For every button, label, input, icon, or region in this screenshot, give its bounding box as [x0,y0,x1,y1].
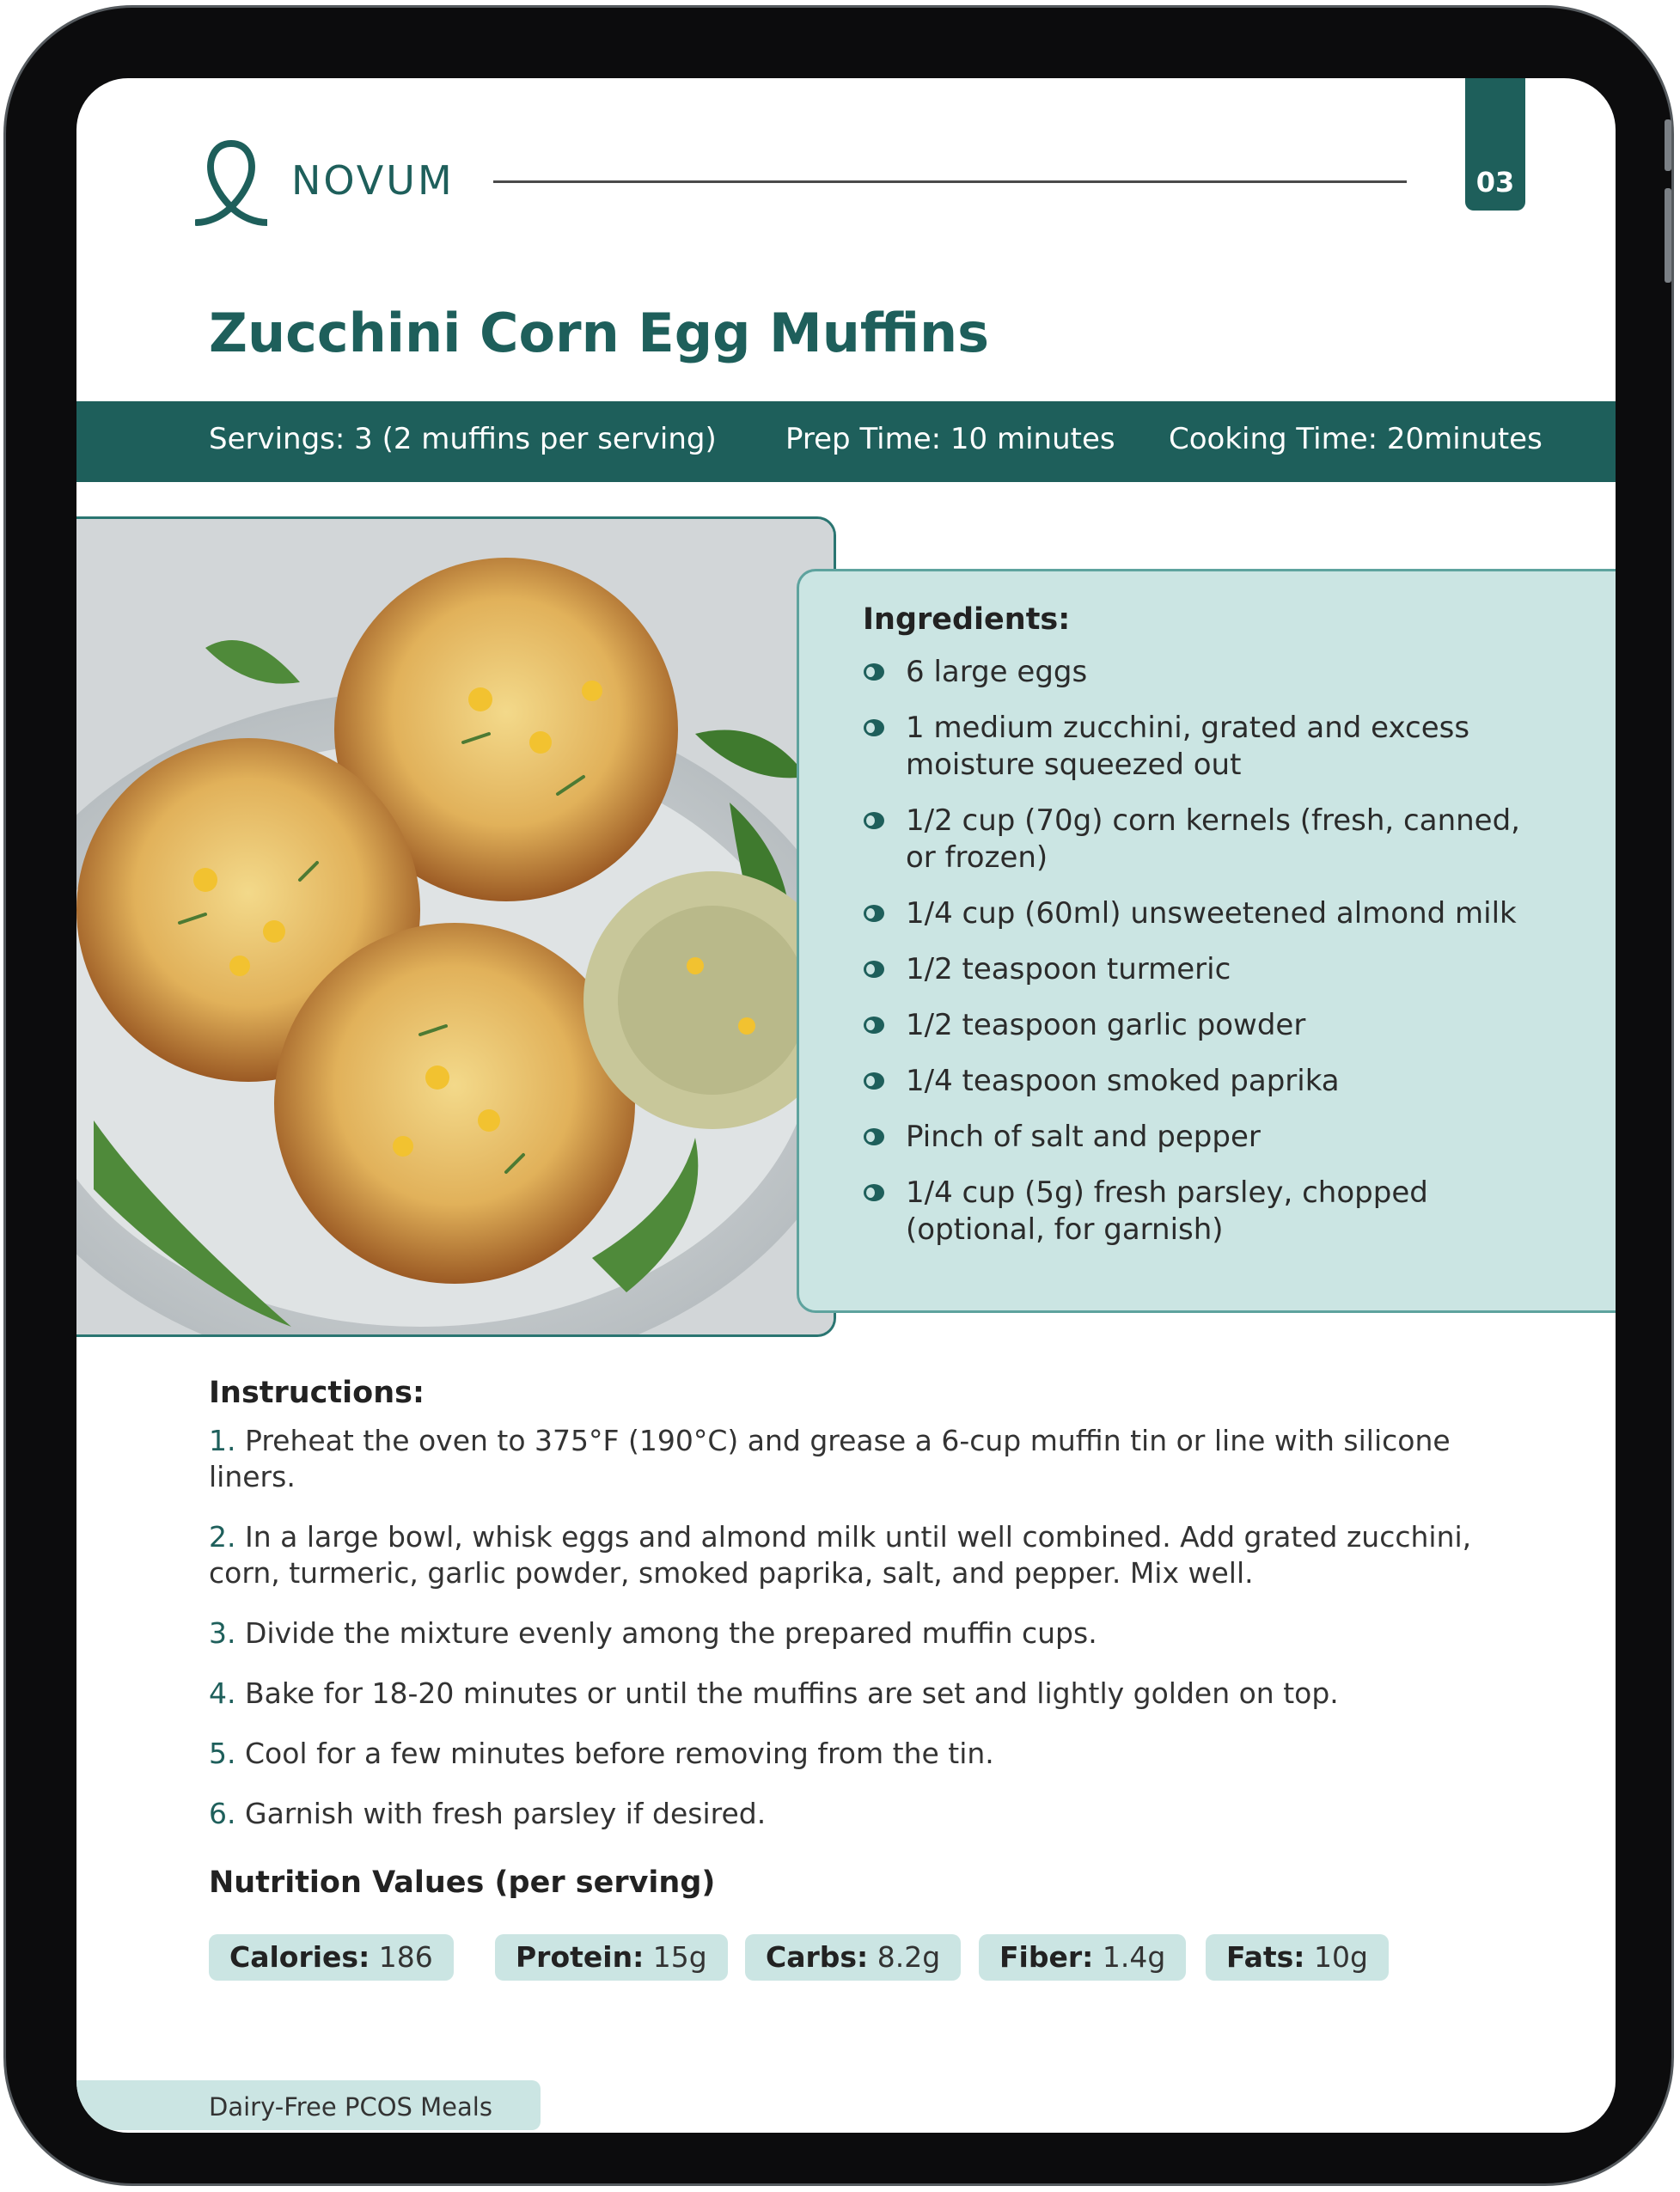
footer-category-tab [76,2080,541,2130]
ingredient-text: 1/4 teaspoon smoked paprika [906,1064,1340,1098]
ingredient-text: 1/2 teaspoon garlic powder [906,1008,1306,1042]
instruction-step [209,1519,1498,1591]
ingredient-text: 1/4 cup (5g) fresh parsley, chopped (optional, for garnish) [906,1175,1428,1247]
ingredients-panel [797,569,1616,1313]
instruction-step [209,1676,1498,1712]
nutrition-label: Protein: [516,1940,645,1974]
recipe-photo [76,516,836,1337]
step-number: 2. [209,1520,236,1554]
ingredient-text: 1/2 teaspoon turmeric [906,952,1231,986]
nutrition-fiber [979,1934,1186,1981]
tablet-screen [76,78,1616,2133]
step-text: Bake for 18-20 minutes or until the muffins are set and lightly golden on top. [245,1676,1339,1710]
bullet-icon [863,811,885,830]
bullet-icon [863,1183,885,1202]
bullet-icon [863,718,885,737]
novum-logo-icon [195,137,267,231]
ingredient-text: 1 medium zucchini, grated and excess moisture squeezed out [906,711,1470,782]
nutrition-value: 186 [378,1940,433,1974]
ingredient-item [863,1007,1550,1044]
ingredient-item [863,710,1550,784]
nutrition-label: Fiber: [999,1940,1094,1974]
instruction-step [209,1423,1498,1495]
ingredient-text: 6 large eggs [906,655,1088,689]
bullet-icon [863,1127,885,1146]
step-text: Divide the mixture evenly among the prepared muffin cups. [245,1616,1097,1650]
ingredient-item [863,1175,1550,1249]
prep-time-info: Prep Time: 10 minutes [785,422,1115,456]
ingredient-item [863,803,1550,876]
bullet-icon [863,904,885,923]
muffins-illustration [76,519,836,1337]
ingredient-item [863,1063,1550,1100]
tablet-frame [3,5,1674,2186]
nutrition-value: 1.4g [1102,1940,1166,1974]
ingredient-text: Pinch of salt and pepper [906,1120,1261,1154]
servings-info: Servings: 3 (2 muffins per serving) [209,422,717,456]
footer-label: Dairy-Free PCOS Meals [209,2092,492,2122]
bullet-icon [863,662,885,681]
ingredients-list [863,654,1550,1267]
ingredient-item [863,951,1550,988]
nutrition-protein [495,1934,728,1981]
bullet-icon [863,1072,885,1090]
instructions-list [209,1423,1498,1856]
instruction-step [209,1796,1498,1832]
ingredient-text: 1/2 cup (70g) corn kernels (fresh, canned, or frozen) [906,803,1520,875]
step-number: 4. [209,1676,236,1710]
header-divider [493,180,1407,183]
volume-button [1665,119,1671,171]
recipe-title: Zucchini Corn Egg Muffins [209,302,990,364]
instructions-title: Instructions: [209,1376,425,1410]
nutrition-calories [209,1934,454,1981]
nutrition-title: Nutrition Values (per serving) [209,1865,716,1900]
nutrition-carbs [745,1934,961,1981]
step-number: 6. [209,1797,236,1830]
nutrition-fats [1206,1934,1389,1981]
step-text: In a large bowl, whisk eggs and almond milk until well combined. Add grated zucchini, corn, turmeric, garlic powder, smoked paprika, salt, and pepper. Mix well. [209,1520,1472,1590]
nutrition-label: Fats: [1226,1940,1305,1974]
cooking-time-info: Cooking Time: 20minutes [1169,422,1543,456]
step-number: 5. [209,1737,236,1770]
instruction-step [209,1615,1498,1652]
instruction-step [209,1736,1498,1772]
nutrition-value: 10g [1314,1940,1368,1974]
bullet-icon [863,1016,885,1035]
ingredient-item [863,1119,1550,1156]
nutrition-label: Calories: [229,1940,370,1974]
ingredients-title: Ingredients: [863,602,1071,637]
step-number: 1. [209,1424,236,1457]
page-number-tab [1465,78,1525,211]
brand-name: NOVUM [291,157,455,204]
ingredient-text: 1/4 cup (60ml) unsweetened almond milk [906,896,1517,931]
step-text: Cool for a few minutes before removing from the tin. [245,1737,994,1770]
ingredient-item [863,654,1550,691]
page-number: 03 [1475,166,1515,198]
power-button [1665,188,1671,283]
nutrition-value: 8.2g [877,1940,941,1974]
step-text: Garnish with fresh parsley if desired. [245,1797,767,1830]
recipe-info-band [76,401,1616,482]
ingredient-item [863,895,1550,932]
bullet-icon [863,960,885,979]
step-text: Preheat the oven to 375°F (190°C) and grease a 6-cup muffin tin or line with silicone liners. [209,1424,1451,1493]
step-number: 3. [209,1616,236,1650]
nutrition-label: Carbs: [766,1940,869,1974]
nutrition-value: 15g [652,1940,707,1974]
